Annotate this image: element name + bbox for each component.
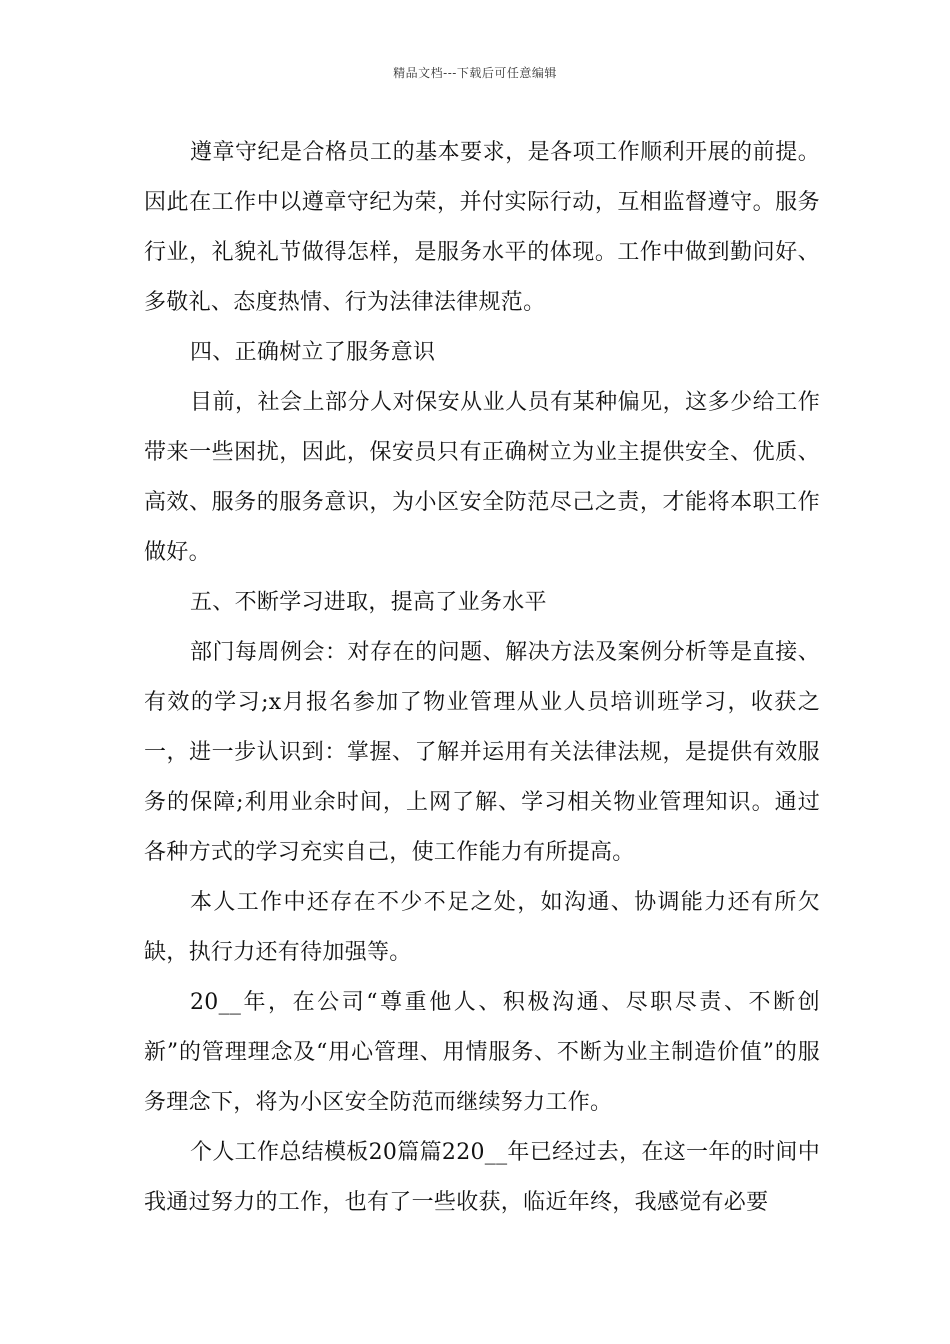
paragraph-shortcomings: 本人工作中还存在不少不足之处，如沟通、协调能力还有所欠缺，执行力还有待加强等。 (144, 890, 820, 965)
document-body (144, 128, 820, 1228)
paragraph-learning: 部门每周例会：对存在的问题、解决方法及案例分析等是直接、有效的学习;x月报名参加了物业管理从业人员培训班学习，收获之一，进一步认识到：掌握、了解并运用有关法律法规，是提供有效服务的保障;利用业余时间，上网了解、学习相关物业管理知识。通过各种方式的学习充实自己，使工作能力有所提高。 (144, 640, 820, 865)
paragraph-service-awareness: 目前，社会上部分人对保安从业人员有某种偏见，这多少给工作带来一些困扰，因此，保安员只有正确树立为业主提供安全、优质、高效、服务的服务意识，为小区安全防范尽己之责，才能将本职工作做好。 (144, 390, 820, 565)
section-heading-learning: 五、不断学习进取，提高了业务水平 (190, 590, 547, 615)
paragraph-outlook: 20__年，在公司“尊重他人、积极沟通、尽职尽责、不断创新”的管理理念及“用心管理、用情服务、不断为业主制造价值”的服务理念下，将为小区安全防范而继续努力工作。 (144, 990, 820, 1115)
section-heading-service-awareness: 四、正确树立了服务意识 (190, 340, 436, 365)
paragraph-discipline: 遵章守纪是合格员工的基本要求，是各项工作顺利开展的前提。因此在工作中以遵章守纪为荣，并付实际行动，互相监督遵守。服务行业，礼貌礼节做得怎样，是服务水平的体现。工作中做到勤问好、多敬礼、态度热情、行为法律法律规范。 (144, 140, 820, 315)
paragraph-next-summary: 个人工作总结模板20篇篇220__年已经过去，在这一年的时间中我通过努力的工作，也有了一些收获，临近年终，我感觉有必要 (144, 1140, 820, 1215)
page-header: 精品文档---下载后可任意编辑 (393, 66, 557, 80)
